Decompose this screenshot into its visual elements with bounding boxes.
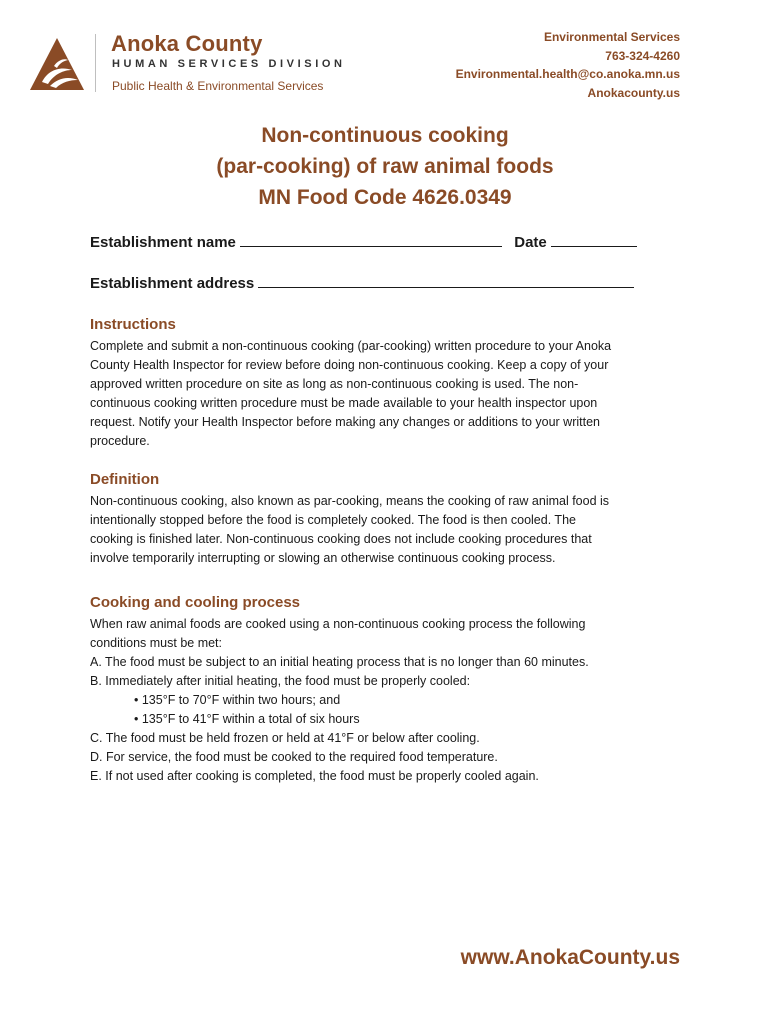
date-field[interactable] bbox=[551, 234, 637, 247]
establishment-address-label: Establishment address bbox=[90, 275, 255, 292]
definition-line: cooking is finished later. Non-continuous cooking does not include cooking procedures that bbox=[90, 532, 592, 546]
definition-line: intentionally stopped before the food is completely cooked. The food is then cooled. The bbox=[90, 513, 576, 527]
process-bullet: • 135°F to 41°F within a total of six hours bbox=[134, 712, 360, 726]
anoka-county-logo bbox=[28, 36, 86, 92]
title-line-2: (par-cooking) of raw animal foods bbox=[216, 155, 554, 178]
process-heading: Cooking and cooling process bbox=[90, 594, 301, 611]
definition-heading: Definition bbox=[90, 471, 160, 488]
definition-line: Non-continuous cooking, also known as par-cooking, means the cooking of raw animal food is bbox=[90, 494, 610, 508]
title-line-1: Non-continuous cooking bbox=[261, 124, 509, 147]
instructions-heading: Instructions bbox=[90, 316, 176, 333]
establishment-address-row bbox=[90, 275, 634, 292]
contact-block bbox=[456, 28, 680, 102]
instructions-line: request. Notify your Health Inspector before making any changes or additions to your written bbox=[90, 415, 600, 429]
establishment-name-label: Establishment name bbox=[90, 234, 236, 251]
contact-phone[interactable]: 763-324-4260 bbox=[605, 48, 680, 63]
contact-email[interactable]: Environmental.health@co.anoka.mn.us bbox=[455, 67, 680, 81]
process-item-c: C. The food must be held frozen or held at 41°F or below after cooling. bbox=[90, 731, 480, 745]
org-name: Anoka County bbox=[111, 31, 263, 56]
establishment-name-row bbox=[90, 234, 637, 251]
process-item-b: B. Immediately after initial heating, the food must be properly cooled: bbox=[90, 674, 471, 688]
process-item-e: E. If not used after cooking is completed, the food must be properly cooled again. bbox=[90, 769, 539, 783]
process-item-d: D. For service, the food must be cooked to the required food temperature. bbox=[90, 750, 498, 764]
process-text bbox=[90, 615, 680, 786]
process-item-a: A. The food must be subject to an initial heating process that is no longer than 60 minutes. bbox=[90, 655, 589, 669]
contact-department: Environmental Services bbox=[543, 30, 680, 44]
establishment-name-field[interactable] bbox=[240, 234, 502, 247]
process-bullet: • 135°F to 70°F within two hours; and bbox=[134, 693, 341, 707]
establishment-address-field[interactable] bbox=[258, 275, 634, 288]
org-subtitle: Public Health & Environmental Services bbox=[112, 79, 324, 93]
document-title bbox=[0, 120, 770, 213]
header-divider bbox=[95, 34, 96, 92]
title-line-3: MN Food Code 4626.0349 bbox=[258, 186, 512, 209]
instructions-line: approved written procedure on site as long as non-continuous cooking is used. The non- bbox=[90, 377, 579, 391]
definition-line: involve temporarily interrupting or slowing an otherwise continuous cooking process. bbox=[90, 551, 556, 565]
org-division: HUMAN SERVICES DIVISION bbox=[112, 58, 346, 70]
instructions-text bbox=[90, 337, 680, 451]
instructions-line: Complete and submit a non-continuous cooking (par-cooking) written procedure to your Anoka bbox=[90, 339, 612, 353]
process-intro: When raw animal foods are cooked using a non-continuous cooking process the following bbox=[90, 617, 586, 631]
contact-website[interactable]: Anokacounty.us bbox=[587, 85, 680, 100]
footer-website[interactable]: www.AnokaCounty.us bbox=[460, 946, 680, 969]
instructions-line: continuous cooking written procedure must be made available to your health inspector upon bbox=[90, 396, 598, 410]
definition-text bbox=[90, 492, 680, 568]
instructions-line: procedure. bbox=[90, 434, 150, 448]
process-intro: conditions must be met: bbox=[90, 636, 223, 650]
date-label: Date bbox=[514, 234, 547, 251]
instructions-line: County Health Inspector for review before doing non-continuous cooking. Keep a copy of your bbox=[90, 358, 609, 372]
